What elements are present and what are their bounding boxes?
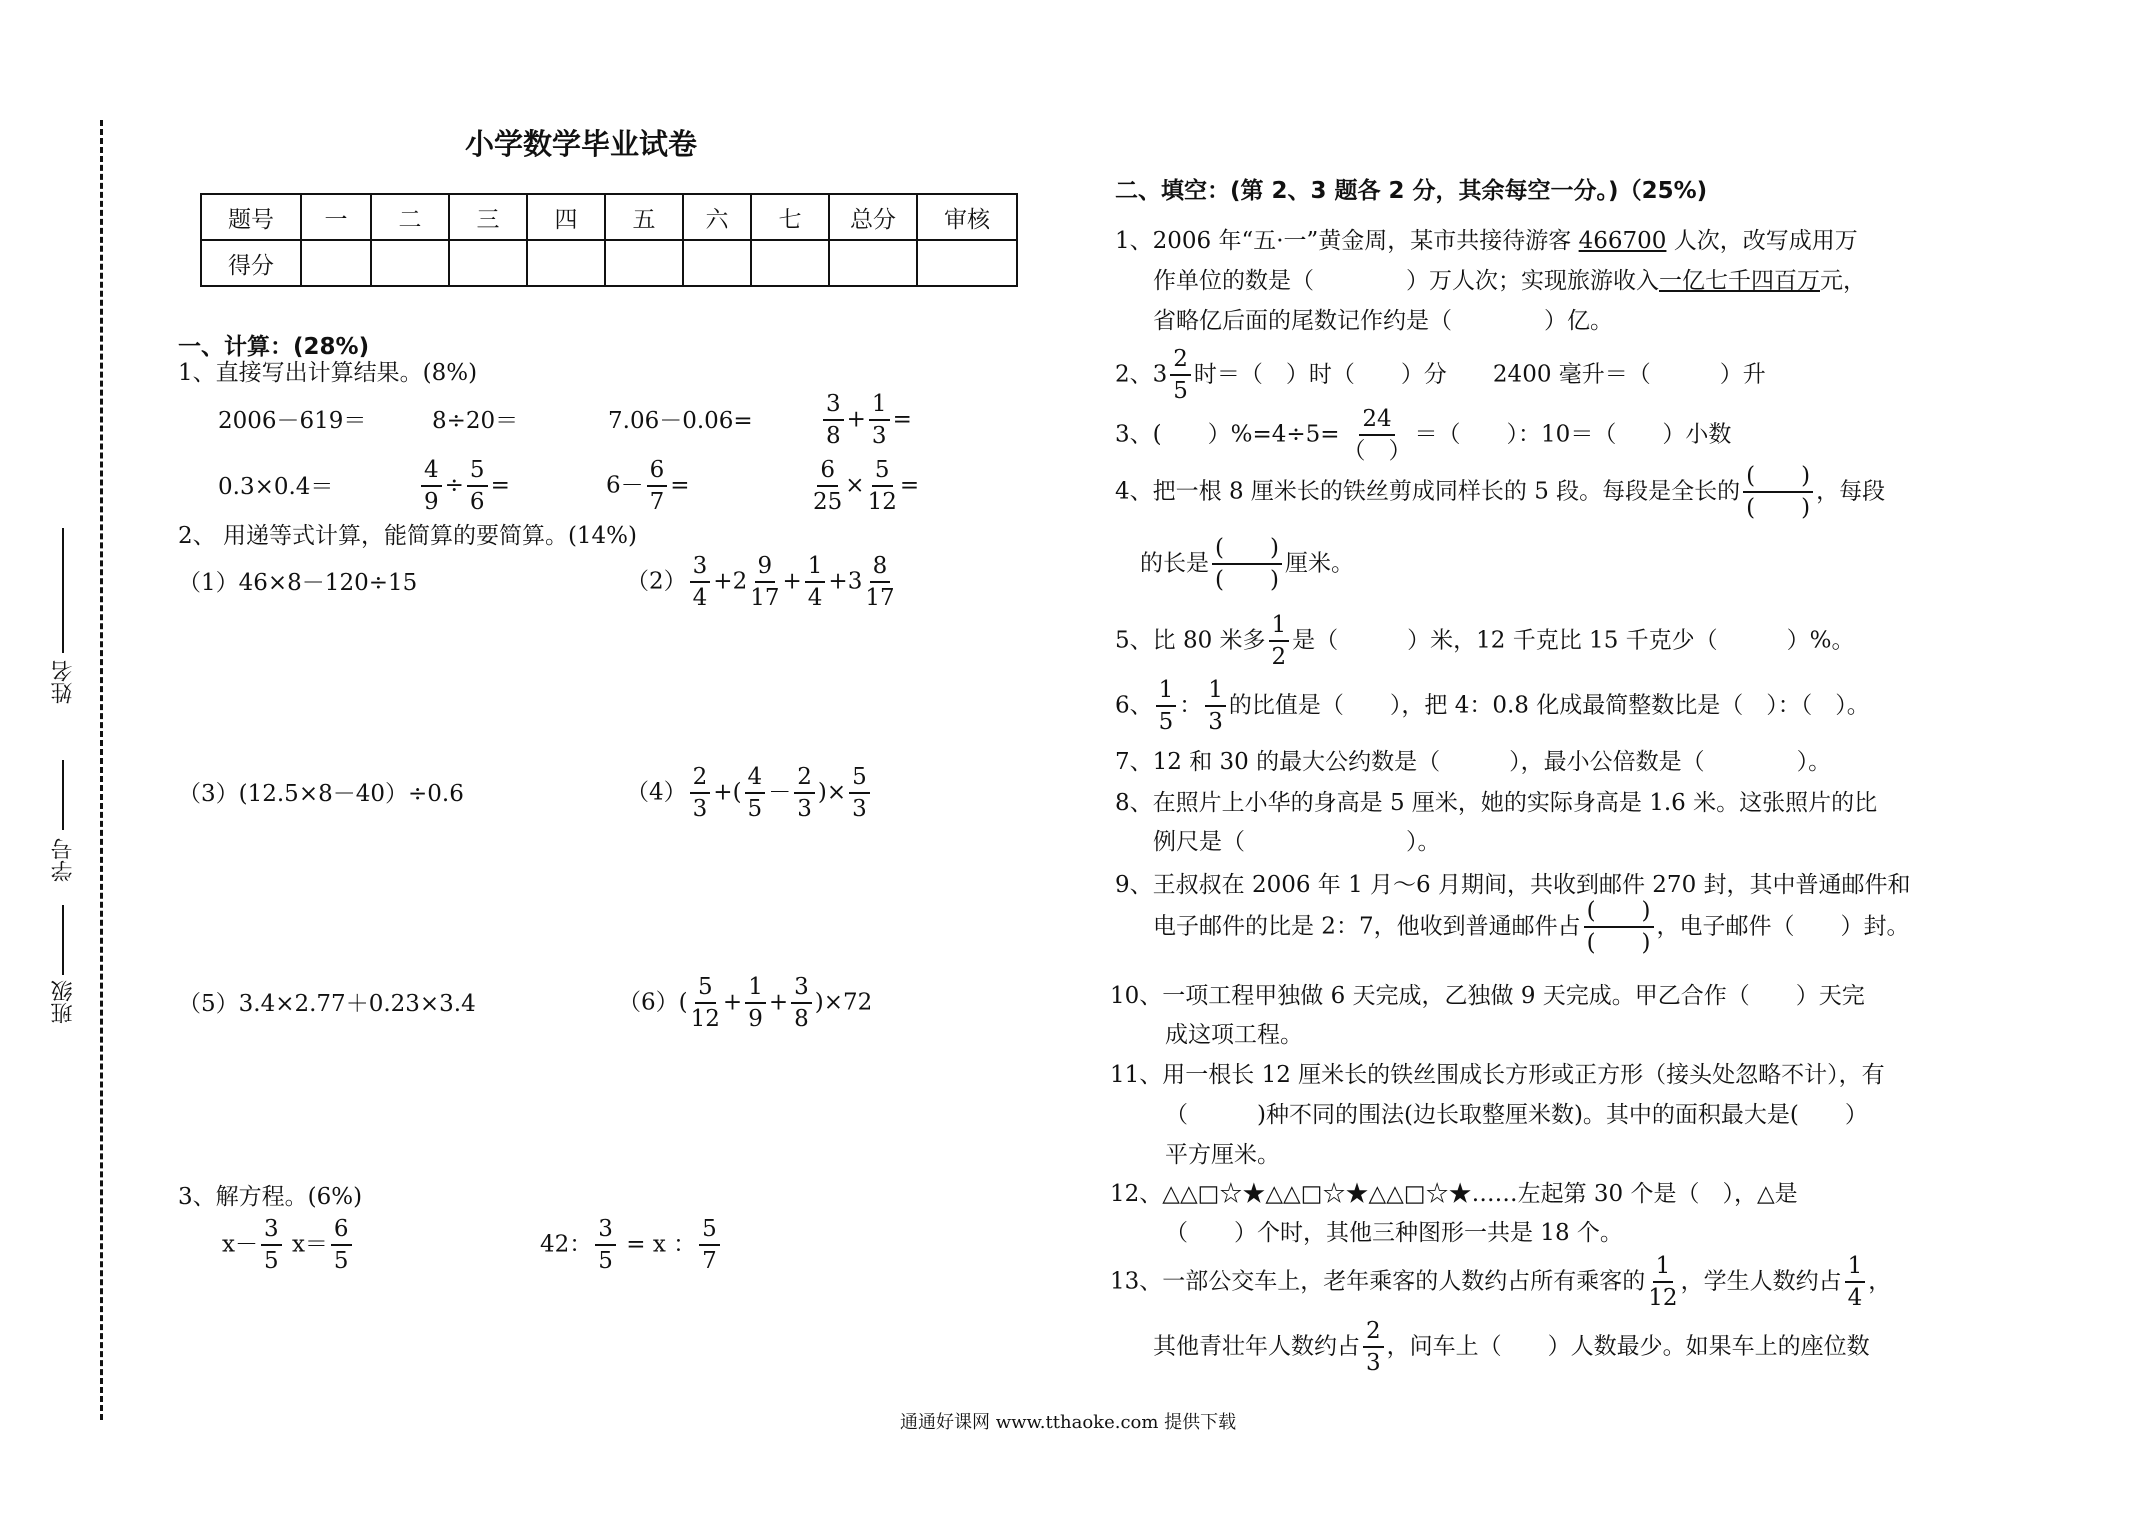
fraction-denominator: 25 [813, 489, 843, 515]
fraction [869, 393, 890, 448]
fraction [1156, 679, 1177, 734]
problem-6 [618, 976, 872, 1031]
score-input-cell[interactable] [751, 240, 829, 286]
fraction [745, 976, 766, 1031]
table-cell: 得分 [201, 240, 301, 286]
score-input-cell[interactable] [829, 240, 917, 286]
fraction-denominator: 5 [1158, 709, 1174, 735]
fraction-denominator: 8 [794, 1006, 809, 1032]
fill-q9-line2 [1153, 900, 1910, 955]
equation-2 [540, 1218, 723, 1273]
fraction-numerator: 2 [794, 766, 815, 794]
fraction-denominator: 2 [1271, 644, 1287, 670]
math-symbol: ，电子邮件（ ）封。 [1656, 913, 1910, 940]
s1-q3-title: 3、解方程。(6%) [178, 1184, 363, 1210]
math-symbol: 时＝（ ）时（ ）分 2400 毫升＝（ ）升 [1193, 361, 1766, 388]
fraction [868, 459, 897, 514]
fill-q1-line2 [1153, 270, 1866, 293]
underlined-text: 466700 [1578, 228, 1667, 254]
fraction [647, 459, 668, 514]
fraction-denominator: 3 [1208, 709, 1223, 735]
fraction-numerator: 1 [745, 976, 766, 1004]
fraction-denominator: 5 [747, 796, 763, 822]
score-table [200, 193, 1018, 287]
fill-q1-line1 [1115, 230, 1858, 253]
fraction-numerator: 1 [869, 393, 890, 421]
math-symbol: + [722, 989, 743, 1016]
math-symbol: 作单位的数是（ ）万人次；实现旅游收入 [1153, 268, 1659, 294]
math-symbol: ，问车上（ ）人数最少。如果车上的座位数 [1386, 1333, 1870, 1360]
fraction-numerator: 5 [695, 976, 716, 1004]
fraction-numerator: 1 [805, 555, 826, 583]
fraction-numerator: 2 [690, 766, 711, 794]
score-input-cell[interactable] [527, 240, 605, 286]
fraction-numerator: 5 [872, 459, 893, 487]
fraction-numerator: 3 [823, 393, 844, 421]
fraction [1363, 1320, 1384, 1375]
math-symbol: ＝（ ）：10＝（ ）小数 [1414, 421, 1732, 448]
math-symbol: （2） [626, 568, 687, 595]
score-input-cell[interactable] [449, 240, 527, 286]
fill-q10-line2: 成这项工程。 [1165, 1022, 1303, 1048]
math-symbol: 的比值是（ ），把 4：0.8 化成最简整数比是（ ）：（ ）。 [1228, 692, 1870, 719]
math-symbol: + [828, 568, 848, 595]
fill-q8-line2: 例尺是（ ）。 [1153, 829, 1441, 855]
fill-q8-line1: 8、在照片上小华的身高是 5 厘米，她的实际身高是 1.6 米。这张照片的比 [1115, 790, 1878, 816]
fill-q4-line1 [1115, 465, 1885, 520]
fraction-denominator: 5 [333, 1248, 349, 1274]
math-symbol: = [670, 472, 690, 499]
math-symbol: 厘米。 [1284, 550, 1354, 577]
math-symbol: （6） [618, 989, 679, 1016]
math-symbol [201, 194, 1017, 286]
fill-q13-line2 [1153, 1320, 1870, 1375]
problem-1: （1）46×8－120÷15 [178, 570, 418, 596]
math-symbol: ： [1179, 692, 1203, 719]
fraction-denominator: ( ) [1586, 930, 1651, 956]
fraction-numerator: 1 [1205, 679, 1226, 707]
table-cell: 四 [527, 194, 605, 240]
math-symbol: 42： [540, 1231, 593, 1258]
fraction [791, 976, 812, 1031]
fraction-numerator: 1 [1845, 1255, 1866, 1283]
fraction-numerator: ( ) [1584, 900, 1654, 928]
calc-3: 7.06－0.06= [608, 408, 753, 434]
fraction [1212, 537, 1282, 592]
fraction-denominator: 9 [748, 1006, 763, 1032]
name-blank-line [62, 528, 64, 653]
fraction [690, 766, 711, 821]
math-symbol: ，每段 [1816, 478, 1886, 505]
fraction-denominator: 17 [865, 585, 895, 611]
math-symbol: = [490, 472, 510, 499]
calc-1: 2006－619＝ [218, 408, 367, 434]
score-input-cell[interactable] [371, 240, 449, 286]
fraction-denominator: 3 [871, 423, 887, 449]
fraction [261, 1218, 282, 1273]
class-label: 班级 [51, 980, 76, 1024]
fraction-denominator: ( ) [1215, 567, 1279, 593]
math-symbol: ÷ [444, 472, 464, 499]
math-symbol: 6－ [606, 472, 644, 499]
math-symbol: 的长是 [1140, 550, 1209, 577]
fraction-numerator: 2 [1363, 1320, 1384, 1348]
fraction [1743, 465, 1813, 520]
fraction [1170, 348, 1191, 403]
fraction-numerator: ( ) [1212, 537, 1282, 565]
math-symbol: = [899, 472, 920, 499]
fraction-denominator: 4 [807, 585, 823, 611]
problem-5: （5）3.4×2.77＋0.23×3.4 [178, 991, 476, 1017]
math-symbol: ，学生人数约占 [1680, 1268, 1842, 1295]
fraction-denominator: 3 [797, 796, 812, 822]
fill-q9-line1: 9、王叔叔在 2006 年 1 月～6 月期间，共收到邮件 270 封，其中普通邮件和 [1115, 872, 1911, 898]
fraction [1584, 900, 1654, 955]
calc-5: 0.3×0.4＝ [218, 474, 334, 500]
fill-q11-line2: （ )种不同的围法(边长取整厘米数)。其中的面积最大是( ） [1165, 1102, 1868, 1128]
fill-q4-line2 [1140, 537, 1354, 592]
math-symbol: 4、把一根 8 厘米长的铁丝剪成同样长的 5 段。每段是全长的 [1115, 478, 1741, 505]
exam-title: 小学数学毕业试卷 [465, 127, 698, 161]
fraction-numerator: 3 [595, 1218, 616, 1246]
problem-4 [626, 766, 873, 821]
math-symbol: + [846, 406, 866, 433]
equation-1 [222, 1218, 355, 1273]
math-symbol: 电子邮件的比是 2：7，他收到普通邮件占 [1153, 913, 1581, 940]
math-symbol: + [713, 779, 733, 806]
s1-q2-title: 2、 用递等式计算，能简算的要简算。(14%) [178, 523, 638, 549]
fraction [1648, 1255, 1677, 1310]
math-symbol: + [782, 568, 802, 595]
fraction [823, 393, 844, 448]
fraction-denominator: 5 [598, 1248, 613, 1274]
math-symbol: x＝ [291, 1231, 328, 1258]
fill-q6 [1115, 679, 1870, 734]
fraction-numerator: 2 [1170, 348, 1191, 376]
math-symbol: 6、 [1115, 692, 1153, 719]
math-symbol: 2、3 [1115, 361, 1168, 388]
fraction-numerator: 1 [1653, 1255, 1674, 1283]
fraction [467, 459, 488, 514]
fraction-denominator: 12 [867, 489, 897, 515]
fraction-numerator: 9 [755, 555, 776, 583]
fraction [691, 976, 720, 1031]
math-symbol: ) [817, 779, 827, 806]
fill-q7: 7、12 和 30 的最大公约数是（ ），最小公倍数是（ ）。 [1115, 749, 1832, 775]
table-cell: 三 [449, 194, 527, 240]
score-table-score-row [201, 240, 1017, 286]
fraction [750, 555, 779, 610]
fraction-denominator: 17 [750, 585, 780, 611]
math-symbol: ×72 [823, 989, 873, 1016]
math-symbol: × [826, 779, 847, 806]
fill-q12-line1: 12、△△□☆★△△□☆★△△□☆★……左起第 30 个是（ ），△是 [1110, 1181, 1798, 1207]
math-symbol: ( [678, 989, 688, 1016]
table-cell: 七 [751, 194, 829, 240]
math-symbol: 13、一部公交车上，老年乘客的人数约占所有乘客的 [1110, 1268, 1646, 1295]
fraction-numerator: 3 [690, 555, 711, 583]
fraction-numerator: 24 [1359, 408, 1394, 436]
section2-heading: 二、填空：(第 2、3 题各 2 分，其余每空一分。)（25%) [1115, 178, 1708, 204]
fraction-numerator: 6 [647, 459, 668, 487]
fraction [1205, 679, 1226, 734]
fraction-denominator: 6 [469, 489, 485, 515]
fraction-denominator: 12 [1648, 1285, 1678, 1311]
table-cell: 六 [683, 194, 751, 240]
calc-8 [810, 459, 919, 514]
math-symbol: 2 [732, 568, 748, 595]
fraction [805, 555, 826, 610]
score-input-cell[interactable] [605, 240, 683, 286]
fraction-denominator: ( ) [1746, 495, 1811, 521]
score-table-header-row [201, 194, 1017, 240]
fraction-denominator: 7 [702, 1248, 717, 1274]
math-symbol: 元， [1820, 268, 1866, 294]
fraction-numerator: 3 [791, 976, 812, 1004]
fraction-denominator: 4 [1847, 1285, 1863, 1311]
binding-dashed-line [100, 120, 103, 1420]
fraction-denominator: 3 [692, 796, 708, 822]
fraction-denominator: 7 [649, 489, 665, 515]
fraction [699, 1218, 720, 1273]
fraction-denominator: 3 [1366, 1350, 1381, 1376]
score-input-cell[interactable] [301, 240, 371, 286]
fraction-numerator: ( ) [1743, 465, 1813, 493]
table-cell: 总分 [829, 194, 917, 240]
math-symbol: 3 [847, 568, 863, 595]
fill-q3 [1115, 408, 1731, 463]
fraction [1343, 408, 1412, 463]
math-symbol: 人次，改写成用万 [1666, 228, 1858, 254]
fraction-denominator: 5 [1173, 378, 1188, 404]
table-cell: 一 [301, 194, 371, 240]
fraction [421, 459, 442, 514]
fraction-denominator: 3 [852, 796, 867, 822]
table-cell: 二 [371, 194, 449, 240]
math-symbol: 5、比 80 米多 [1115, 627, 1266, 654]
math-symbol: ( [732, 779, 742, 806]
math-symbol: = x ： [626, 1231, 697, 1258]
table-cell: 审核 [917, 194, 1017, 240]
underlined-text: 一亿七千四百万 [1659, 268, 1820, 294]
fraction-numerator: 5 [849, 766, 870, 794]
fraction [1269, 614, 1290, 669]
name-label: 姓名 [51, 660, 76, 704]
footer-credit: 通通好课网 www.tthaoke.com 提供下载 [900, 1412, 1237, 1433]
fraction [849, 766, 870, 821]
fraction [1845, 1255, 1866, 1310]
fraction-denominator: 4 [692, 585, 708, 611]
fraction-numerator: 6 [817, 459, 838, 487]
fraction-numerator: 4 [421, 459, 442, 487]
fraction [865, 555, 894, 610]
fraction [794, 766, 815, 821]
math-symbol: + [713, 568, 733, 595]
class-blank-line [62, 905, 64, 975]
math-symbol: 3、( ）%=4÷5= [1115, 421, 1340, 448]
problem-3: （3）(12.5×8－40）÷0.6 [178, 781, 464, 807]
math-symbol: x－ [222, 1231, 258, 1258]
student-id-label: 学号 [51, 838, 76, 882]
calc-2: 8÷20＝ [432, 408, 519, 434]
student-id-blank-line [62, 760, 64, 830]
fill-q11-line1: 11、用一根长 12 厘米长的铁丝围成长方形或正方形（接头处忽略不计），有 [1110, 1062, 1885, 1088]
fraction-numerator: 8 [870, 555, 891, 583]
math-symbol: ， [1868, 1268, 1892, 1295]
fraction [745, 766, 766, 821]
table-cell: 题号 [201, 194, 301, 240]
fraction-numerator: 1 [1269, 614, 1290, 642]
fill-q12-line2: （ ）个时，其他三种图形一共是 18 个。 [1165, 1220, 1623, 1246]
fraction-numerator: 5 [467, 459, 488, 487]
math-symbol: 是（ ）米，12 千克比 15 千克少（ ）%。 [1292, 627, 1855, 654]
math-symbol: × [845, 472, 865, 499]
fill-q1-line3: 省略亿后面的尾数记作约是（ ）亿。 [1153, 308, 1613, 334]
math-symbol: （4） [626, 779, 687, 806]
math-symbol: 其他青壮年人数约占 [1153, 1333, 1360, 1360]
calc-7 [606, 459, 690, 514]
fraction [595, 1218, 616, 1273]
fraction-denominator: （ ） [1342, 438, 1412, 464]
fraction [331, 1218, 352, 1273]
fraction-numerator: 6 [331, 1218, 352, 1246]
math-symbol: ) [814, 989, 824, 1016]
fraction [690, 555, 711, 610]
fill-q11-line3: 平方厘米。 [1165, 1142, 1280, 1168]
problem-2 [626, 555, 898, 610]
table-cell: 五 [605, 194, 683, 240]
s1-q1-title: 1、直接写出计算结果。(8%) [178, 360, 478, 386]
fraction-denominator: 5 [263, 1248, 279, 1274]
fraction-numerator: 4 [745, 766, 766, 794]
math-symbol: = [892, 406, 912, 433]
fraction-numerator: 1 [1156, 679, 1177, 707]
fill-q5 [1115, 614, 1855, 669]
fill-q13-line1 [1110, 1255, 1891, 1310]
math-symbol: + [768, 989, 789, 1016]
calc-4 [820, 393, 912, 448]
fraction-denominator: 12 [690, 1006, 720, 1032]
fraction-denominator: 8 [826, 423, 841, 449]
fraction-numerator: 5 [699, 1218, 720, 1246]
score-input-cell[interactable] [917, 240, 1017, 286]
section1-heading: 一、计算：(28%) [178, 334, 370, 360]
fraction [813, 459, 842, 514]
score-input-cell[interactable] [683, 240, 751, 286]
fraction-denominator: 9 [424, 489, 439, 515]
fill-q2 [1115, 348, 1766, 403]
math-symbol: 1、2006 年“五·一”黄金周，某市共接待游客 [1115, 228, 1579, 254]
fill-q10-line1: 10、一项工程甲独做 6 天完成，乙独做 9 天完成。甲乙合作（ ）天完 [1110, 983, 1865, 1009]
calc-6 [418, 459, 510, 514]
fraction-numerator: 3 [261, 1218, 282, 1246]
math-symbol: － [768, 779, 792, 806]
